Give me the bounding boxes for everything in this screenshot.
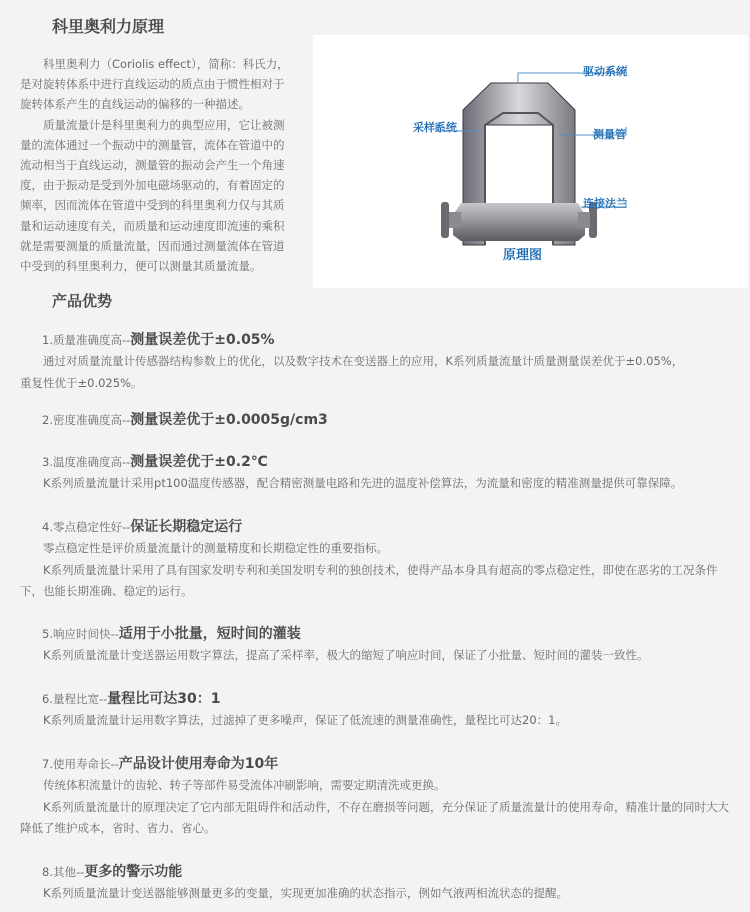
advantage-label: 7.使用寿命长--	[42, 757, 119, 771]
section-title: 产品优势	[52, 292, 113, 310]
advantage-label: 5.响应时间快--	[42, 627, 119, 641]
intro-paragraph: 质量流量计是科里奥利力的典型应用，它让被测量的流体通过一个振动中的测量管，流体在管道中的流动相当于直线运动，测量管的振动会产生一个角速度，由于振动是受到外加电磁场驱动的，有着固定的频率，因而流体在管道中受到的科里奥利力仅与其质量和运动速度有关，而质量和运动速度即流速的乘积就是需要测量的质量流量，因而通过测量流体在管道中受到的科里奥利力，便可以测量其质量流量。	[20, 117, 285, 274]
advantage-label: 8.其他--	[42, 865, 85, 879]
advantage-item	[20, 688, 730, 732]
diagram-caption: 原理图	[503, 248, 543, 263]
advantage-heading	[20, 409, 730, 431]
intro-paragraph: 科里奥利力（Coriolis effect），简称：科氏力，是对旋转体系中进行直线运动的质点由于惯性相对于旋转体系产生的直线运动的偏移的一种描述。	[20, 57, 289, 112]
advantage-body: 通过对质量流量计传感器结构参数上的优化，以及数字技术在变送器上的应用，K系列质量流量计质量测量误差优于±0.05%，	[43, 354, 684, 368]
intro-text	[20, 54, 292, 276]
label-measuring-tube: 测量管	[593, 128, 626, 141]
advantage-label: 4.零点稳定性好--	[42, 520, 131, 534]
advantage-label: 6.量程比宽--	[42, 692, 108, 706]
advantage-body: K系列质量流量计变送器运用数字算法，提高了采样率，极大的缩短了响应时间，保证了小批量、短时间的灌装一致性。	[43, 648, 649, 662]
advantage-body: 零点稳定性是评价质量流量计的测量精度和长期稳定性的重要指标。	[43, 541, 388, 555]
label-drive-system: 驱动系统	[583, 65, 627, 78]
advantage-body: K系列质量流量计运用数字算法，过滤掉了更多噪声，保证了低流速的测量准确性，量程比可达20：1。	[43, 713, 567, 727]
body-pipe	[453, 203, 585, 241]
advantage-highlight: 保证长期稳定运行	[130, 519, 243, 535]
advantage-highlight: 产品设计使用寿命为10年	[118, 756, 279, 772]
advantage-item	[20, 753, 730, 840]
advantage-item	[20, 329, 730, 394]
advantage-item	[20, 623, 730, 667]
principle-diagram	[313, 35, 748, 288]
advantage-body: K系列质量流量计采用了具有国家发明专利和美国发明专利的独创技术，使得产品本身具有超高的零点稳定性，即使在恶劣的工况条件下，也能长期准确、稳定的运行。	[20, 562, 718, 598]
advantage-heading	[20, 516, 730, 538]
advantage-body: 重复性优于±0.025%。	[20, 375, 143, 390]
advantage-heading	[20, 329, 730, 351]
advantage-body: K系列质量流量计的原理决定了它内部无阻碍件和活动件，不存在磨损等问题，充分保证了质量流量计的使用寿命，精准计量的同时大大降低了维护成本，省时、省力、省心。	[20, 799, 730, 835]
advantage-item	[20, 451, 730, 495]
advantage-highlight: 测量误差优于±0.05%	[130, 332, 275, 348]
label-flange: 连接法兰	[583, 197, 627, 210]
advantage-body: K系列质量流量计变送器能够测量更多的变量，实现更加准确的状态指示，例如气液两相流状态的提醒。	[43, 886, 569, 900]
advantage-item	[20, 409, 730, 431]
advantage-label: 2.密度准确度高--	[42, 413, 131, 427]
advantage-highlight: 测量误差优于±0.2℃	[130, 454, 268, 470]
advantage-heading	[20, 753, 730, 775]
advantage-heading	[20, 451, 730, 473]
advantage-heading	[20, 688, 730, 710]
advantage-highlight: 测量误差优于±0.0005g/cm3	[130, 412, 328, 428]
advantage-body: 传统体积流量计的齿轮、转子等部件易受流体冲刷影响，需要定期清洗或更换。	[43, 778, 446, 792]
advantage-heading	[20, 861, 730, 883]
page-title: 科里奥利力原理	[52, 17, 165, 36]
advantage-highlight: 量程比可达30：1	[107, 691, 221, 707]
advantage-body: K系列质量流量计采用pt100温度传感器，配合精密测量电路和先进的温度补偿算法，为流量和密度的精准测量提供可靠保障。	[43, 476, 683, 490]
advantage-item	[20, 861, 730, 905]
advantage-label: 1.质量准确度高--	[42, 333, 131, 347]
advantage-highlight: 更多的警示功能	[84, 864, 183, 880]
advantage-label: 3.温度准确度高--	[42, 455, 131, 469]
advantage-highlight: 适用于小批量，短时间的灌装	[118, 626, 301, 642]
advantage-heading	[20, 623, 730, 645]
advantage-item	[20, 516, 730, 603]
label-sampling-system: 采样系统	[413, 121, 457, 134]
